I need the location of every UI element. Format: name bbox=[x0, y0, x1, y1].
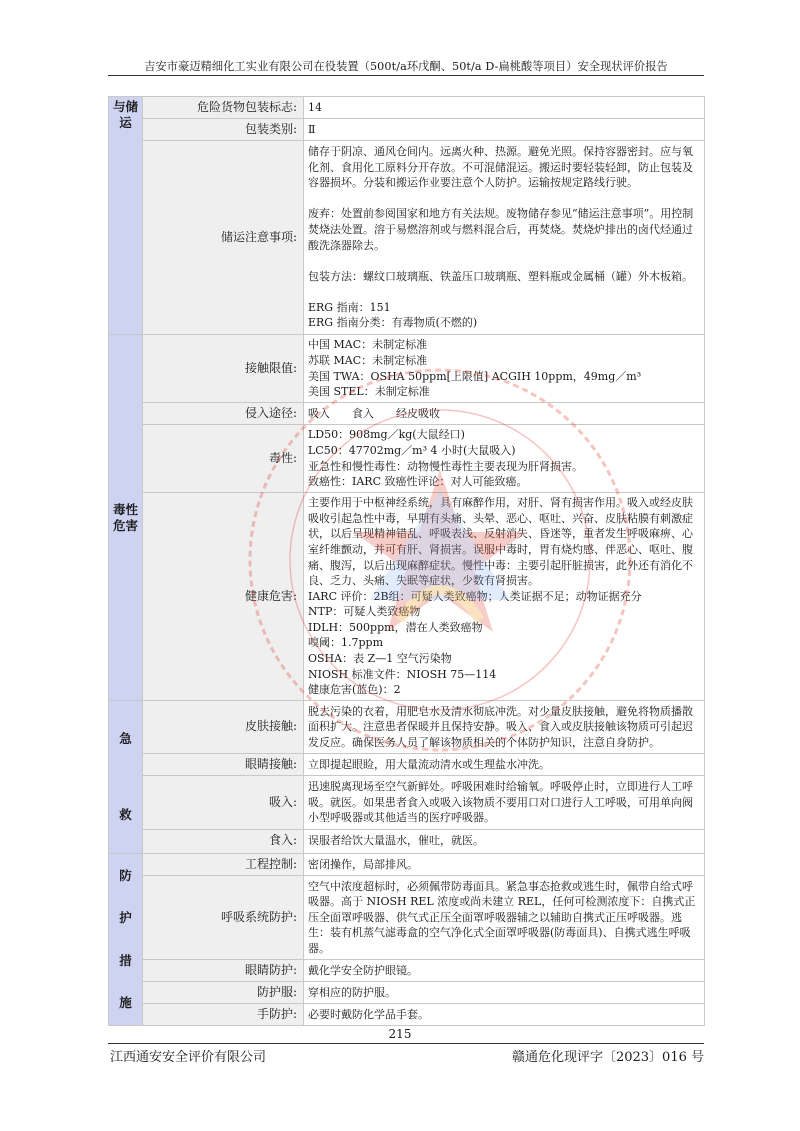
table-row bbox=[109, 982, 705, 1004]
health-ntp: NTP：可疑人类致癌物 bbox=[308, 605, 421, 619]
msds-table bbox=[108, 96, 705, 1026]
table-row bbox=[109, 335, 705, 403]
route-value: 吸入 食入 经皮吸收 bbox=[304, 403, 705, 425]
table-row bbox=[109, 97, 705, 119]
protective-clothing-label: 防护服: bbox=[143, 982, 304, 1004]
table-row bbox=[109, 425, 705, 493]
route-label: 侵入途径: bbox=[143, 403, 304, 425]
eye-protection-value: 戴化学安全防护眼镜。 bbox=[304, 960, 705, 982]
inhalation-value: 迅速脱离现场至空气新鲜处。呼吸困难时给输氧。呼吸停止时，立即进行人工呼吸。就医。如果患者食入或吸入该物质不要用口对口进行人工呼吸，可用单向阀小型呼吸器或其他适当的医疗呼吸器。 bbox=[304, 776, 705, 829]
packing-mark-value: 14 bbox=[304, 97, 705, 119]
exposure-limits-value bbox=[304, 335, 705, 403]
inhalation-label: 吸入: bbox=[143, 776, 304, 829]
health-hazard-value bbox=[304, 493, 705, 701]
hand-protection-label: 手防护: bbox=[143, 1004, 304, 1026]
category-first-aid bbox=[109, 701, 143, 854]
table-row bbox=[109, 960, 705, 982]
respiratory-protection-label: 呼吸系统防护: bbox=[143, 876, 304, 960]
engineering-control-label: 工程控制: bbox=[143, 854, 304, 876]
page-number: 215 bbox=[388, 1027, 412, 1041]
storage-notes-p5: ERG 指南分类：有毒物质(不燃的) bbox=[308, 316, 478, 330]
storage-notes-label: 储运注意事项: bbox=[143, 141, 304, 335]
engineering-control-value: 密闭操作，局部排风。 bbox=[304, 854, 705, 876]
footer-divider bbox=[108, 1043, 704, 1044]
ingestion-value: 误服者给饮大量温水，催吐，就医。 bbox=[304, 829, 705, 854]
ingestion-label: 食入: bbox=[143, 829, 304, 854]
tox-ld50: LD50：908mg／kg(大鼠经口) bbox=[308, 428, 465, 442]
table-row bbox=[109, 754, 705, 776]
storage-notes-p4: ERG 指南：151 bbox=[308, 300, 391, 314]
table-row bbox=[109, 1004, 705, 1026]
skin-contact-label: 皮肤接触: bbox=[143, 701, 304, 754]
toxicity-label: 毒性: bbox=[143, 425, 304, 493]
storage-notes-p2: 废弃：处置前参阅国家和地方有关法规。废物储存参见“储运注意事项”。用控制焚烧法处置。溶于易燃溶剂或与燃料混合后，再焚烧。焚烧炉排出的卤代烃通过酸洗涤器除去。 bbox=[308, 207, 694, 252]
eye-contact-value: 立即提起眼睑，用大量流动清水或生理盐水冲洗。 bbox=[304, 754, 705, 776]
table-row bbox=[109, 403, 705, 425]
limit-us-stel: 美国 STEL：未制定标准 bbox=[308, 385, 430, 399]
tox-chronic: 亚急性和慢性毒性：动物慢性毒性主要表现为肝肾损害。 bbox=[308, 459, 583, 473]
table-row bbox=[109, 854, 705, 876]
category-toxicity-line2: 危害 bbox=[112, 517, 138, 533]
tox-lc50: LC50：47702mg／m³ 4 小时(大鼠吸入) bbox=[308, 443, 516, 457]
category-protection-line3: 措 bbox=[119, 952, 132, 968]
health-hazard-label: 健康危害: bbox=[143, 493, 304, 701]
footer-doc-code: 赣通危化现评字〔2023〕016 号 bbox=[511, 1050, 704, 1065]
respiratory-protection-value: 空气中浓度超标时，必须佩带防毒面具。紧急事态抢救或逃生时，佩带自给式呼吸器。高于 NIOSH REL 浓度或尚未建立 REL，任何可检测浓度下：自携式正压全面罩呼吸器、供气式正压全面罩呼吸器辅之以辅助自携式正压呼吸器。逃生：装有机蒸气滤毒盒的空气净化式全面罩呼吸器(防毒面具)、自携式逃生呼吸器。 bbox=[304, 876, 705, 960]
category-protection bbox=[109, 854, 143, 1026]
exposure-limits-label: 接触限值: bbox=[143, 335, 304, 403]
table-row bbox=[109, 701, 705, 754]
health-niosh: NIOSH 标准文件：NIOSH 75—114 bbox=[308, 667, 497, 681]
skin-contact-value: 脱去污染的衣着，用肥皂水及清水彻底冲洗。对少量皮肤接触，避免将物质播散面积扩大。注意患者保暖并且保持安静。吸入、食入或皮肤接触该物质可引起迟发反应。确保医务人员了解该物质相关的个体防护知识，注意自身防护。 bbox=[304, 701, 705, 754]
limit-china: 中国 MAC：未制定标准 bbox=[308, 338, 428, 352]
table-row bbox=[109, 119, 705, 141]
msds-table-container bbox=[108, 96, 704, 1026]
category-protection-line2: 护 bbox=[119, 910, 132, 926]
table-row bbox=[109, 141, 705, 335]
table-row bbox=[109, 876, 705, 960]
category-storage-label: 与储运 bbox=[112, 99, 138, 130]
protective-clothing-value: 穿相应的防护服。 bbox=[304, 982, 705, 1004]
storage-notes-value bbox=[304, 141, 705, 335]
category-protection-line4: 施 bbox=[119, 995, 132, 1011]
health-odor: 嗅阈：1.7ppm bbox=[308, 636, 384, 650]
category-first-aid-line1: 急 bbox=[119, 731, 132, 747]
eye-contact-label: 眼睛接触: bbox=[143, 754, 304, 776]
header-divider bbox=[108, 75, 704, 76]
category-toxicity bbox=[109, 335, 143, 701]
footer-company: 江西通安安全评价有限公司 bbox=[110, 1050, 267, 1065]
category-storage bbox=[109, 97, 143, 335]
page-header-title: 吉安市豪迈精细化工实业有限公司在役装置（500t/a环戊酮、50t/a D-扁桃酸等项目）安全现状评价报告 bbox=[144, 60, 668, 73]
health-p1: 主要作用于中枢神经系统，具有麻醉作用，对肝、肾有损害作用。吸入或经皮肤吸收引起急性中毒，早期有头痛、头晕、恶心、呕吐、兴奋、皮肤粘膜有刺激症状，以后呈现精神错乱、呼吸表浅、反射消失、昏迷等，重者发生呼吸麻痹、心室纤维颤动，并可有肝、肾损害。误服中毒时，胃有烧灼感、伴恶心、呕吐、腹痛、腹泻，以后出现麻醉症状。慢性中毒：主要引起肝脏损害，此外还有消化不良、乏力、头痛、失眠等症状，少数有肾损害。 bbox=[308, 496, 693, 588]
health-idlh: IDLH：500ppm，潜在人类致癌物 bbox=[308, 620, 483, 634]
packing-class-label: 包装类别: bbox=[143, 119, 304, 141]
storage-notes-p3: 包装方法：螺纹口玻璃瓶、铁盖压口玻璃瓶、塑料瓶或金属桶（罐）外木板箱。 bbox=[308, 269, 693, 283]
table-row bbox=[109, 493, 705, 701]
health-rating: 健康危害(蓝色)：2 bbox=[308, 683, 401, 697]
tox-carcinogenicity: 致癌性：IARC 致癌性评论：对人可能致癌。 bbox=[308, 475, 528, 489]
eye-protection-label: 眼睛防护: bbox=[143, 960, 304, 982]
table-row bbox=[109, 776, 705, 829]
category-first-aid-line2: 救 bbox=[119, 807, 132, 823]
packing-mark-label: 危险货物包装标志: bbox=[143, 97, 304, 119]
health-osha: OSHA：表 Z—1 空气污染物 bbox=[308, 652, 452, 666]
health-iarc: IARC 评价：2B组：可疑人类致癌物；人类证据不足；动物证据充分 bbox=[308, 589, 642, 603]
category-protection-line1: 防 bbox=[119, 867, 132, 883]
hand-protection-value: 必要时戴防化学品手套。 bbox=[304, 1004, 705, 1026]
limit-ussr: 苏联 MAC：未制定标准 bbox=[308, 353, 428, 367]
toxicity-value bbox=[304, 425, 705, 493]
limit-us-twa: 美国 TWA：OSHA 50ppm[上限值] ACGIH 10ppm，49mg／m³ bbox=[308, 369, 642, 383]
category-toxicity-line1: 毒性 bbox=[112, 501, 138, 517]
table-row bbox=[109, 829, 705, 854]
packing-class-value: Ⅱ bbox=[304, 119, 705, 141]
storage-notes-p1: 储存于阴凉、通风仓间内。远离火种、热源。避免光照。保持容器密封。应与氧化剂、食用化工原料分开存放。不可混储混运。搬运时要轻装轻卸，防止包装及容器损坏。分装和搬运作业要注意个人防护。运输按规定路线行驶。 bbox=[308, 144, 693, 190]
